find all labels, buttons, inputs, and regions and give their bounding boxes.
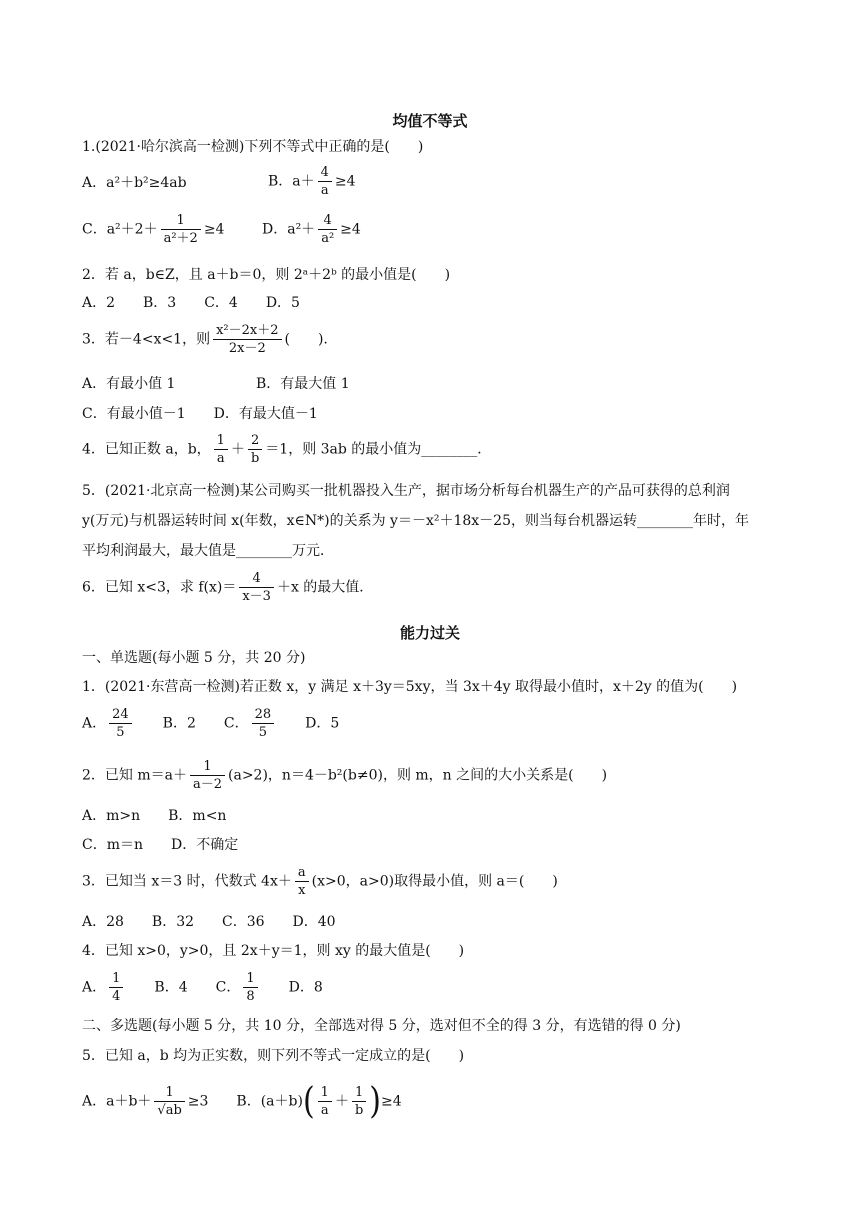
s2-q2-options-ab: A．m>n B．m<n	[82, 808, 227, 824]
question-3-stem: 3．若－4<x<1，则 $\frac{\text{x²－2x＋2}}{2x-2}$ ( ).	[82, 323, 328, 356]
question-5-line2: y(万元)与机器运转时间 x(年数，x∈N*)的关系为 y＝－x²＋18x－25，则当每台机器运转________年时，年	[82, 513, 750, 529]
section-title: 均值不等式	[392, 112, 468, 130]
q3-option-a: A．有最小值 1	[82, 376, 176, 392]
s2-question-5-stem: 5．已知 a，b 均为正实数，则下列不等式一定成立的是( )	[82, 1048, 465, 1064]
part-2-heading: 二、多选题(每小题 5 分，共 10 分，全部选对得 5 分，选对但不全的得 3 分，有选错的得 0 分)	[82, 1018, 681, 1034]
q2-options: A．2 B．3 C．4 D．5	[82, 295, 300, 311]
section-title-ability: 能力过关	[399, 624, 460, 642]
q1-option-b: B．a＋ $\frac{4}{a}$ ≥4	[268, 165, 356, 198]
q3-option-b: B．有最大值 1	[256, 376, 350, 392]
q1-option-c: C．a²＋2＋ $\frac{1}{\text{a²＋2}}$ ≥4	[82, 213, 225, 246]
s2-question-3-stem: 3．已知当 x＝3 时，代数式 4x＋ $\frac{a}{x}$ (x>0，a>0)取得最小值，则 a＝( )	[82, 865, 558, 898]
s2-question-2-stem: 2．已知 m＝a＋ $\frac{1}{a-2}$ (a>2)，n＝4－b²(b≠0)，则 m，n 之间的大小关系是( )	[82, 759, 608, 792]
q1-option-d: D．a²＋ $\frac{4}{\text{a²}}$ ≥4	[262, 213, 361, 246]
question-6-stem: 6．已知 x<3，求 f(x)＝ $\frac{4}{x-3}$ ＋x 的最大值．	[82, 571, 374, 604]
question-5-line1: 5．(2021·北京高一检测)某公司购买一批机器投入生产，据市场分析每台机器生产的产品可获得的总利润	[82, 483, 730, 499]
part-1-heading: 一、单选题(每小题 5 分，共 20 分)	[82, 650, 306, 666]
s2-q2-options-cd: C．m＝n D．不确定	[82, 837, 239, 853]
s2-question-4-stem: 4．已知 x>0，y>0，且 2x＋y＝1，则 xy 的最大值是( )	[82, 943, 465, 959]
q3-options-cd: C．有最小值－1 D．有最大值－1	[82, 406, 318, 422]
question-2-stem: 2．若 a，b∈Z，且 a＋b＝0，则 2ᵃ＋2ᵇ 的最小值是( )	[82, 267, 451, 283]
s2-q5-options: A．a＋b＋ $\frac{1}{√ab}$ ≥3 B．(a＋b)( $\frac{1}{a}$ ＋ $\frac{1}{b}$ )≥4	[82, 1079, 402, 1122]
q1-option-a: A．a²＋b²≥4ab	[82, 175, 187, 191]
question-5-line3: 平均利润最大，最大值是________万元．	[82, 543, 334, 559]
s2-q3-options: A．28 B．32 C．36 D．40	[82, 914, 336, 930]
question-1-stem: 1.(2021·哈尔滨高一检测)下列不等式中正确的是( )	[82, 139, 424, 155]
question-4-stem: 4．已知正数 a，b， $\frac{1}{a}$ ＋ $\frac{2}{b}$ ＝1，则 3ab 的最小值为________．	[82, 433, 492, 466]
s2-q4-options: A． $\frac{1}{4}$ B．4 C． $\frac{1}{8}$ D．8	[82, 971, 323, 1004]
s2-question-1-stem: 1．(2021·东营高一检测)若正数 x，y 满足 x＋3y＝5xy，当 3x＋4y 取得最小值时，x＋2y 的值为( )	[82, 679, 738, 695]
s2-q1-options: A． $\frac{24}{5}$ B．2 C． $\frac{28}{5}$ D．5	[82, 707, 340, 740]
